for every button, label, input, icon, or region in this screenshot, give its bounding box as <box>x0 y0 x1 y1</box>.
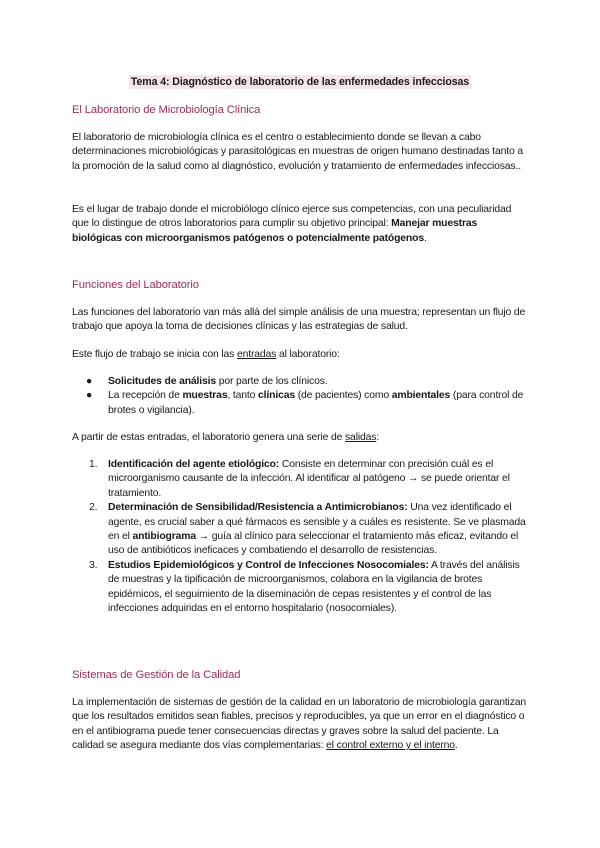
paragraph-funciones: Las funciones del laboratorio van más allá del simple análisis de una muestra; representan un flujo de trabajo que apoya la toma de decisiones clínicas y las estrategias de salud. <box>72 307 526 333</box>
list-item <box>72 559 528 617</box>
bullet-2-text-d: (para control de brotes o vigilancia). <box>108 390 524 416</box>
list-item <box>72 375 528 389</box>
paragraph-workplace <box>72 203 528 246</box>
number-marker: 3. <box>89 559 98 571</box>
salidas-text-a: A partir de estas entradas, el laboratorio genera una serie de <box>72 432 346 443</box>
bullet-marker: ● <box>86 376 93 387</box>
workplace-text: Es el lugar de trabajo donde el microbiólogo clínico ejerce sus competencias, con una peculiaridad que lo distingue de otros laboratorios para cumplir su objetivo principal: <box>72 204 512 230</box>
workplace-bold: Manejar muestras biológicas con microorganismos patógenos o potencialmente patógenos <box>72 218 478 244</box>
item-3-text: A través del análisis de muestras y la tipificación de microorganismos, colabora en la vigilancia de brotes epidémicos, el seguimiento de la diseminación de cepas resistentes y el control de las infecciones adquiridas en el entorno hospitalario (nosocomiales). <box>108 559 520 615</box>
title-wrap <box>0 72 600 90</box>
workplace-end: . <box>423 232 427 244</box>
item-2-text-a: Una vez identificado el agente, es crucial saber a qué fármacos es sensible y a cuáles es resistente. Se ve plasmada en el <box>108 502 526 543</box>
item-1-text: Consiste en determinar con precisión cuál es el microorganismo causante de la infección. Al identificar al patógeno → se puede orientar el tratamiento. <box>108 459 510 499</box>
paragraph-salidas <box>72 431 528 445</box>
number-marker: 1. <box>89 459 98 470</box>
salidas-underlined: salidas <box>345 432 377 443</box>
bullet-2-bold-2: clínicas <box>258 390 295 402</box>
paragraph-calidad <box>72 696 528 754</box>
entradas-text-a: Este flujo de trabajo se inicia con las <box>72 349 237 360</box>
item-2-bold: Determinación de Sensibilidad/Resistencia a Antimicrobianos: <box>108 502 408 514</box>
paragraph-definition: El laboratorio de microbiología clínica es el centro o establecimiento donde se llevan a cabo determinaciones microbiológicas y parasitológicas en muestras de origen humano destinadas tanto a la promoción de la salud como al diagnóstico, evolución y tratamiento de enfermedades infecciosas.. <box>72 132 523 172</box>
page-title: Tema 4: Diagnóstico de laboratorio de las enfermedades infecciosas <box>130 76 470 88</box>
heading-funciones: Funciones del Laboratorio <box>72 279 199 291</box>
heading-laboratorio: El Laboratorio de Microbiología Clínica <box>72 104 261 116</box>
entradas-list <box>72 375 528 418</box>
calidad-text-a: La implementación de sistemas de gestión de la calidad en un laboratorio de microbiología garantizan que los resultados emitidos sean fiables, precisos y reproducibles, ya que un error en el diagnóstico o en el antibiograma puede tener consecuencias directas y graves sobre la salud del paciente. La calidad se asegura mediante dos vías complementarias: <box>72 697 527 752</box>
number-marker: 2. <box>89 502 98 514</box>
bullet-1-text: por parte de los clínicos. <box>216 376 328 387</box>
bullet-2-text-c: (de pacientes) como <box>294 390 392 402</box>
item-2-bold-2: antibiograma <box>132 531 196 543</box>
bullet-marker: ● <box>86 390 93 402</box>
salidas-list <box>72 458 528 616</box>
bullet-2-bold-1: muestras <box>182 390 228 402</box>
calidad-underlined: el control externo y el interno <box>326 740 455 752</box>
entradas-text-b: al laboratorio: <box>276 349 340 360</box>
paragraph-entradas <box>72 348 528 362</box>
heading-calidad: Sistemas de Gestión de la Calidad <box>72 669 241 681</box>
bullet-2-text-b: , tanto <box>227 390 259 402</box>
bullet-2-bold-3: ambientales <box>391 390 451 402</box>
item-1-bold: Identificación del agente etiológico: <box>108 459 280 470</box>
bullet-1-bold: Solicitudes de análisis <box>108 376 217 387</box>
item-2-text-b: → guía al clínico para seleccionar el tratamiento más eficaz, evitando el uso de antibióticos ineficaces y combatiendo el desarrollo de resistencias. <box>108 531 519 557</box>
bullet-2-text-a: La recepción de <box>108 390 183 402</box>
salidas-text-b: : <box>376 432 380 443</box>
entradas-underlined: entradas <box>236 349 277 360</box>
list-item <box>72 501 528 559</box>
item-3-bold: Estudios Epidemiológicos y Control de Infecciones Nosocomiales: <box>108 559 429 571</box>
list-item <box>72 389 528 418</box>
list-item <box>72 458 528 501</box>
calidad-text-b: . <box>454 740 458 752</box>
